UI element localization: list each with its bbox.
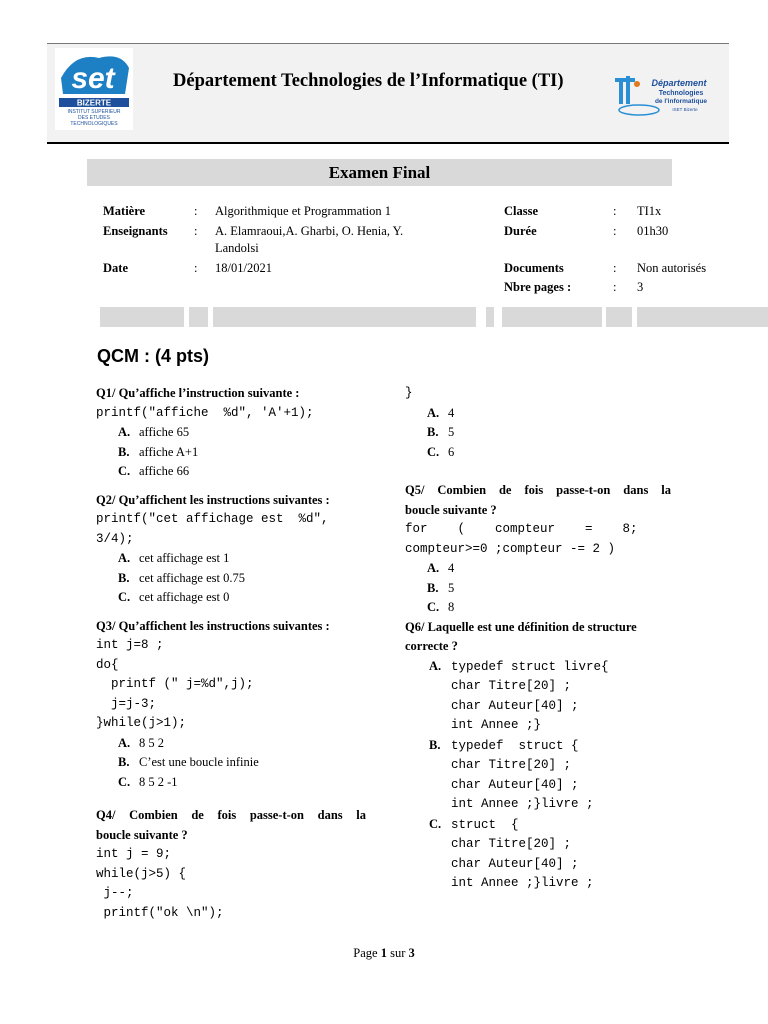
section-title: QCM : (4 pts) xyxy=(97,346,209,366)
info-value-duree: 01h30 xyxy=(637,224,669,238)
info-sep: : xyxy=(194,261,198,275)
option-a: A. 4 xyxy=(427,405,455,420)
divider-strip xyxy=(502,307,602,327)
info-value-classe: TI1x xyxy=(637,204,662,218)
option-b: B. affiche A+1 xyxy=(118,444,199,459)
info-label-enseignants: Enseignants xyxy=(103,224,168,238)
code-line: printf("ok \n"); xyxy=(96,905,224,920)
info-value-enseignants: A. Elamraoui,A. Gharbi, O. Henia, Y. Landolsi xyxy=(215,224,404,255)
department-title: Département Technologies de l’Informatique (TI) xyxy=(173,71,564,91)
info-sep: : xyxy=(613,261,617,275)
info-value-matiere: Algorithmique et Programmation 1 xyxy=(215,204,392,218)
option-c: C. 6 xyxy=(427,444,455,459)
svg-text:Département: Département xyxy=(651,78,707,88)
right-column xyxy=(405,384,671,894)
ti-department-logo xyxy=(615,74,715,122)
info-sep: : xyxy=(194,204,198,218)
question-6: Q6/ Laquelle est une définition de structure xyxy=(405,619,637,634)
code-line: 3/4); xyxy=(96,531,134,546)
code-line: j--; xyxy=(96,886,134,900)
exam-title: Examen Final xyxy=(87,159,672,186)
code-line: }while(j>1); xyxy=(96,716,187,730)
code-line: do{ xyxy=(96,657,119,672)
option-a: A. affiche 65 xyxy=(118,425,190,439)
code-line: printf("cet affichage est %d", xyxy=(96,512,329,526)
info-label-documents: Documents xyxy=(504,261,564,275)
svg-text:DES ETUDES: DES ETUDES xyxy=(78,115,110,121)
divider-strip xyxy=(637,307,768,327)
option-b: B. 5 xyxy=(427,425,455,439)
question-3: Q3/ Qu’affichent les instructions suivantes : xyxy=(96,618,330,633)
svg-text:BIZERTE: BIZERTE xyxy=(76,98,112,108)
svg-text:TECHNOLOGIQUES: TECHNOLOGIQUES xyxy=(70,121,118,127)
option-c: C. 8 5 2 -1 xyxy=(118,774,178,789)
info-sep: : xyxy=(194,224,198,238)
page-header xyxy=(47,43,729,144)
q6-option-a: A. typedef struct livre{ char Titre[20] ; char Auteur[40] ; int Annee ;} xyxy=(429,658,609,732)
info-label-classe: Classe xyxy=(504,204,539,218)
code-line: printf("affiche %d", 'A'+1); xyxy=(96,405,314,420)
iset-bizerte-logo xyxy=(55,48,133,130)
question-4-cont: boucle suivante ? xyxy=(96,827,188,842)
option-c: C. 8 xyxy=(427,600,455,614)
option-b: B. 5 xyxy=(427,580,455,595)
question-5-cont: boucle suivante ? xyxy=(405,502,497,517)
info-sep: : xyxy=(613,224,617,238)
question-1: Q1/ Qu’affiche l’instruction suivante : xyxy=(96,386,300,400)
code-line: int j = 9; xyxy=(96,847,172,861)
code-line: while(j>5) { xyxy=(96,866,187,881)
divider-strip xyxy=(606,307,632,327)
divider-strip xyxy=(189,307,208,327)
info-sep: : xyxy=(613,204,617,218)
info-value-pages: 3 xyxy=(637,280,644,294)
q6-option-b: B. typedef struct { char Titre[20] ; char Auteur[40] ; int Annee ;}livre ; xyxy=(429,737,594,811)
info-value-date: 18/01/2021 xyxy=(215,261,272,275)
code-line: j=j-3; xyxy=(96,696,157,711)
page-footer: Page 1 sur 3 xyxy=(353,946,415,960)
divider-strip xyxy=(213,307,476,327)
svg-text:INSTITUT SUPERIEUR: INSTITUT SUPERIEUR xyxy=(67,109,121,115)
divider-strip xyxy=(100,307,184,327)
option-a: A. cet affichage est 1 xyxy=(118,551,230,565)
question-5: Q5/ Combien de fois passe-t-on dans la xyxy=(405,483,671,497)
option-b: B. C’est une boucle infinie xyxy=(118,755,259,769)
svg-text:set: set xyxy=(71,62,115,95)
option-b: B. cet affichage est 0.75 xyxy=(118,570,245,585)
svg-text:Technologies: Technologies xyxy=(658,90,704,97)
option-a: A. 4 xyxy=(427,561,455,575)
code-line: int j=8 ; xyxy=(96,638,164,652)
question-4: Q4/ Combien de fois passe-t-on dans la xyxy=(96,808,366,822)
question-2: Q2/ Qu’affichent les instructions suivantes : xyxy=(96,492,330,507)
svg-text:ISET Bizerte: ISET Bizerte xyxy=(672,107,698,112)
info-value-documents: Non autorisés xyxy=(637,261,707,275)
code-line: compteur>=0 ;compteur -= 2 ) xyxy=(405,541,616,556)
info-label-date: Date xyxy=(103,261,128,275)
code-line: } xyxy=(405,386,413,400)
left-column xyxy=(96,384,366,923)
code-line: for ( compteur = 8; xyxy=(405,522,638,536)
divider-strip xyxy=(486,307,494,327)
info-label-pages: Nbre pages : xyxy=(504,280,572,294)
option-c: C. affiche 66 xyxy=(118,464,190,478)
option-c: C. cet affichage est 0 xyxy=(118,590,230,604)
info-label-duree: Durée xyxy=(504,224,537,238)
svg-text:de l'informatique: de l'informatique xyxy=(654,98,708,105)
info-label-matiere: Matière xyxy=(103,204,146,218)
q6-option-c: C. struct { char Titre[20] ; char Auteur[40] ; int Annee ;}livre ; xyxy=(429,816,594,890)
option-a: A. 8 5 2 xyxy=(118,735,164,750)
info-sep: : xyxy=(613,280,617,294)
code-line: printf (" j=%d",j); xyxy=(96,677,254,691)
question-6-cont: correcte ? xyxy=(405,639,458,653)
